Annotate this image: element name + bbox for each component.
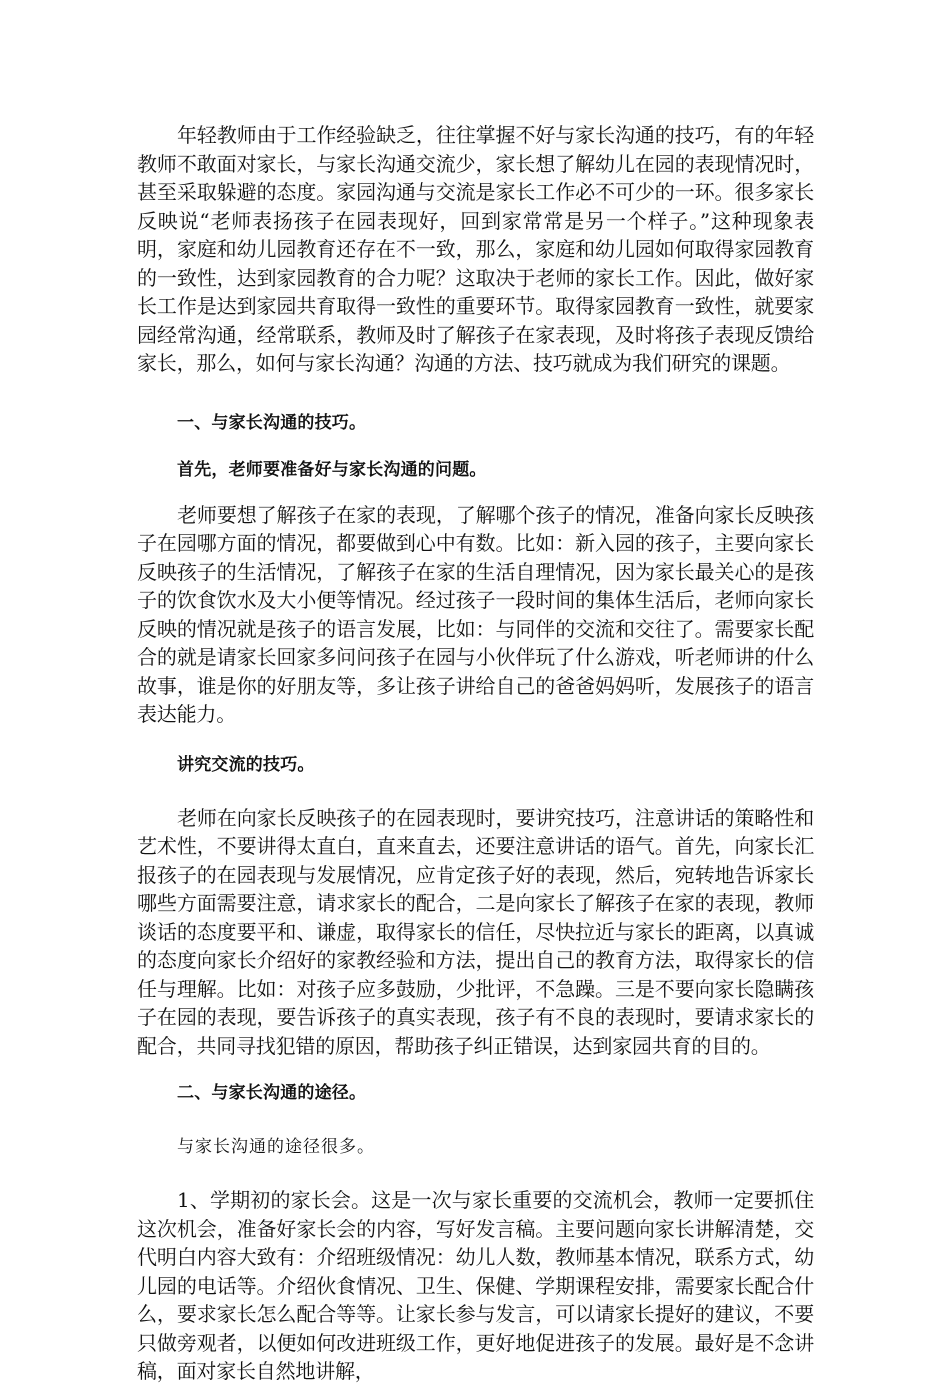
section-heading-2: 二、与家长沟通的途径。 [177, 1083, 367, 1103]
subheading-prepare-questions: 首先，老师要准备好与家长沟通的问题。 [177, 459, 487, 480]
document-page [137, 121, 814, 1386]
section-heading-1: 一、与家长沟通的技巧。 [177, 412, 367, 433]
body-paragraph-3: 1、学期初的家长会。这是一次与家长重要的交流机会，教师一定要抓住这次机会，准备好家长会的内容，写好发言稿。主要问题向家长讲解清楚，交代明白内容大致有：介绍班级情况：幼儿人数，教师基本情况，联系方式，幼儿园的电话等。介绍伙食情况、卫生、保健、学期课程安排，需要家长配合什么，要求家长怎么配合等等。让家长参与发言，可以请家长提好的建议，不要只做旁观者，以便如何改进班级工作，更好地促进孩子的发展。最好是不念讲稿，面对家长自然地讲解， [137, 1188, 814, 1383]
subheading-many-ways: 与家长沟通的途径很多。 [177, 1137, 375, 1157]
intro-paragraph: 年轻教师由于工作经验缺乏，往往掌握不好与家长沟通的技巧，有的年轻教师不敢面对家长，与家长沟通交流少，家长想了解幼儿在园的表现情况时，甚至采取躲避的态度。家园沟通与交流是家长工作必不可少的一环。很多家长反映说“老师表扬孩子在园表现好，回到家常常是另一个样子。”这种现象表明，家庭和幼儿园教育还存在不一致，那么，家庭和幼儿园如何取得家园教育的一致性，达到家园教育的合力呢？这取决于老师的家长工作。因此，做好家长工作是达到家园共育取得一致性的重要环节。取得家园教育一致性，就要家园经常沟通，经常联系，教师及时了解孩子在家表现，及时将孩子表现反馈给家长，那么，如何与家长沟通？沟通的方法、技巧就成为我们研究的课题。 [137, 123, 814, 375]
subheading-communication-skills: 讲究交流的技巧。 [177, 754, 315, 775]
body-paragraph-2: 老师在向家长反映孩子的在园表现时，要讲究技巧，注意讲话的策略性和艺术性，不要讲得太直白，直来直去，还要注意讲话的语气。首先，向家长汇报孩子的在园表现与发展情况，应肯定孩子好的表现，然后，宛转地告诉家长哪些方面需要注意，请求家长的配合，二是向家长了解孩子在家的表现，教师谈话的态度要平和、谦虚，取得家长的信任，尽快拉近与家长的距离，以真诚的态度向家长介绍好的家教经验和方法，提出自己的教育方法，取得家长的信任与理解。比如：对孩子应多鼓励，少批评，不急躁。三是不要向家长隐瞒孩子在园的表现，要告诉孩子的真实表现，孩子有不良的表现时，要请求家长的配合，共同寻找犯错的原因，帮助孩子纠正错误，达到家园共育的目的。 [137, 805, 814, 1058]
body-paragraph-1: 老师要想了解孩子在家的表现，了解哪个孩子的情况，准备向家长反映孩子在园哪方面的情况，都要做到心中有数。比如：新入园的孩子，主要向家长反映孩子的生活情况，了解孩子在家的生活自理情况，因为家长最关心的是孩子的饮食饮水及大小便等情况。经过孩子一段时间的集体生活后，老师向家长反映的情况就是孩子的语言发展，比如：与同伴的交流和交往了。需要家长配合的就是请家长回家多问问孩子在园与小伙伴玩了什么游戏，听老师讲的什么故事，谁是你的好朋友等，多让孩子讲给自己的爸爸妈妈听，发展孩子的语言表达能力。 [137, 502, 814, 726]
